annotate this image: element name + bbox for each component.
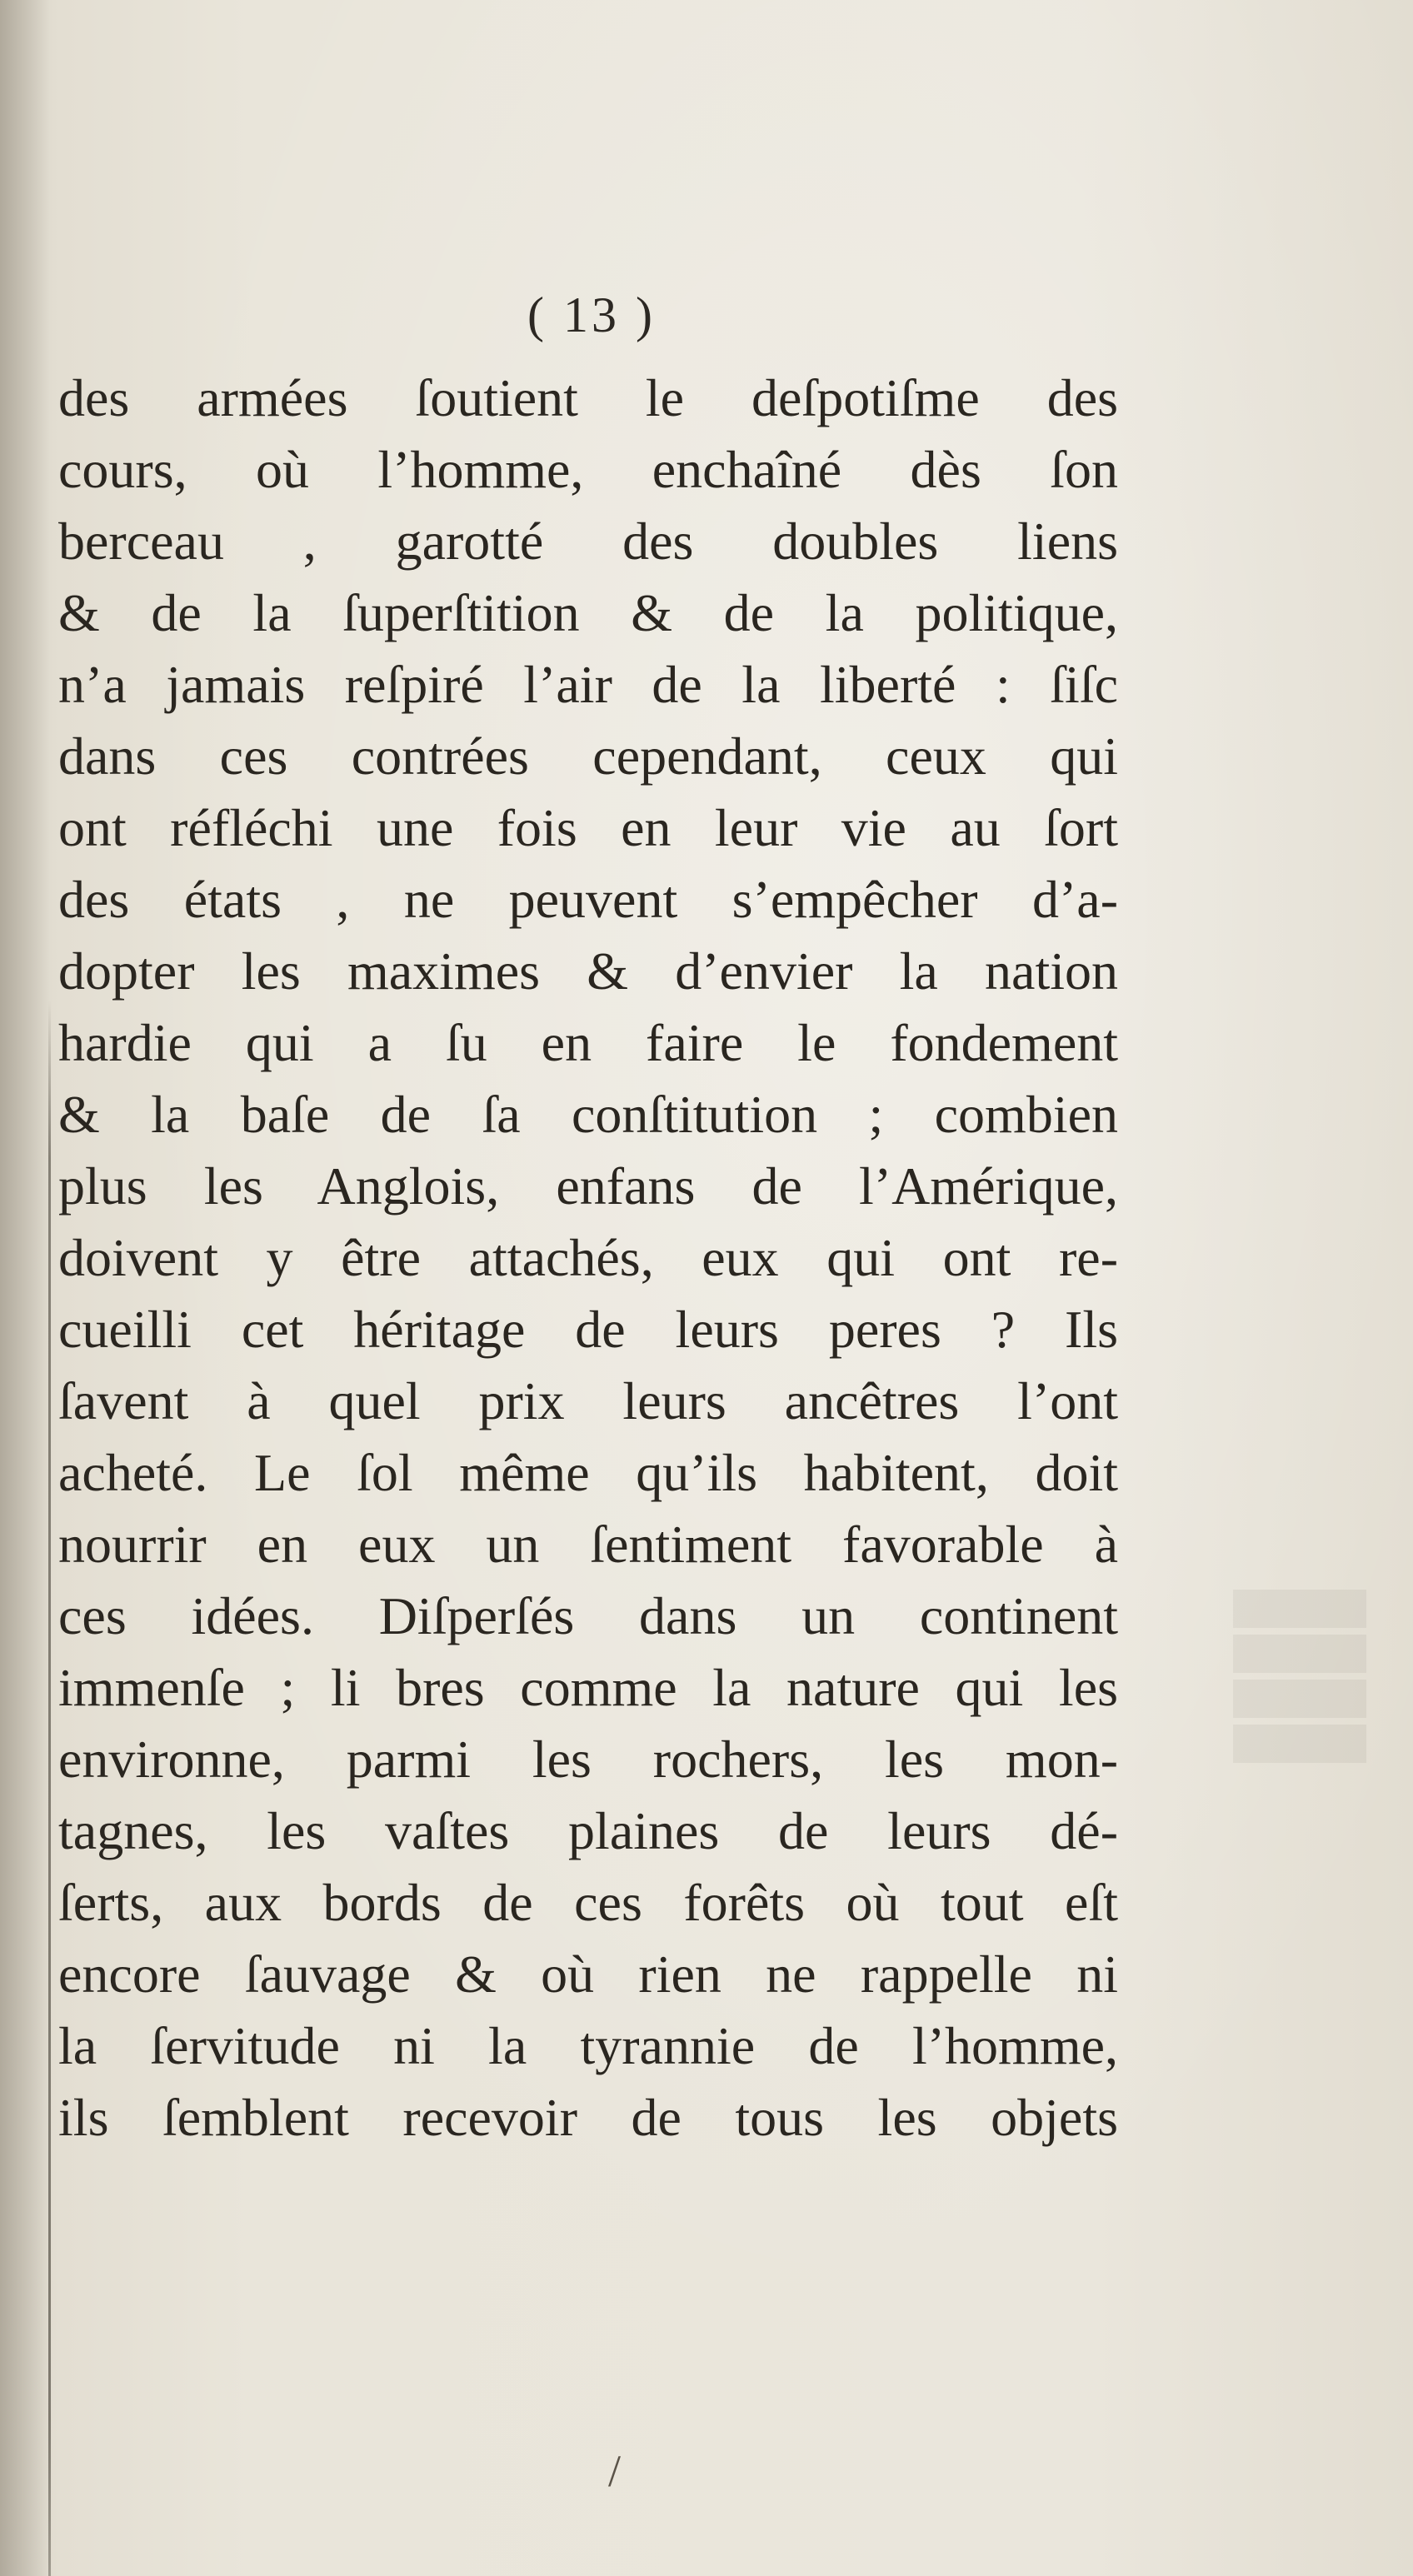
text-line: ſerts, aux bords de ces forêts où tout eſt — [58, 1873, 1118, 1932]
text-line: plus les Anglois, enfans de l’Amérique, — [58, 1156, 1118, 1216]
footer-mark: / — [608, 2446, 622, 2496]
text-line: ils ſemblent recevoir de tous les objets — [58, 2088, 1118, 2147]
gutter-shadow — [0, 0, 50, 2576]
text-line: ſavent à quel prix leurs ancêtres l’ont — [58, 1371, 1118, 1430]
text-line: berceau , garotté des doubles liens — [58, 512, 1118, 571]
text-line: acheté. Le ſol même qu’ils habitent, doit — [58, 1443, 1118, 1502]
text-line: n’a jamais reſpiré l’air de la liberté : ſiſc — [58, 655, 1118, 714]
text-line: cueilli cet héritage de leurs peres ? Ils — [58, 1300, 1118, 1359]
text-line: tagnes, les vaſtes plaines de leurs dé- — [58, 1801, 1118, 1860]
page-number: ( 13 ) — [527, 287, 656, 342]
bleed-through-text — [1233, 1583, 1400, 1833]
text-line: & de la ſuperſtition & de la politique, — [58, 583, 1118, 642]
text-line: dopter les maximes & d’envier la nation — [58, 941, 1118, 1001]
text-line: la ſervitude ni la tyrannie de l’homme, — [58, 2016, 1118, 2075]
text-line: ces idées. Diſperſés dans un continent — [58, 1586, 1118, 1645]
text-line: des états , ne peuvent s’empêcher d’a- — [58, 870, 1118, 929]
gutter-line — [48, 1000, 51, 2576]
text-line: dans ces contrées cependant, ceux qui — [58, 726, 1118, 786]
body-text — [58, 362, 1118, 2154]
text-line: des armées ſoutient le deſpotiſme des — [58, 368, 1118, 427]
text-line: hardie qui a ſu en faire le fondement — [58, 1013, 1118, 1072]
text-line: doivent y être attachés, eux qui ont re- — [58, 1228, 1118, 1287]
text-line: immenſe ; li bres comme la nature qui les — [58, 1658, 1118, 1717]
text-line: & la baſe de ſa conſtitution ; combien — [58, 1085, 1118, 1144]
text-line: environne, parmi les rochers, les mon- — [58, 1730, 1118, 1789]
text-line: encore ſauvage & où rien ne rappelle ni — [58, 1944, 1118, 2004]
text-line: nourrir en eux un ſentiment favorable à — [58, 1515, 1118, 1574]
text-line: ont réfléchi une fois en leur vie au ſort — [58, 798, 1118, 857]
text-line: cours, où l’homme, enchaîné dès ſon — [58, 440, 1118, 499]
